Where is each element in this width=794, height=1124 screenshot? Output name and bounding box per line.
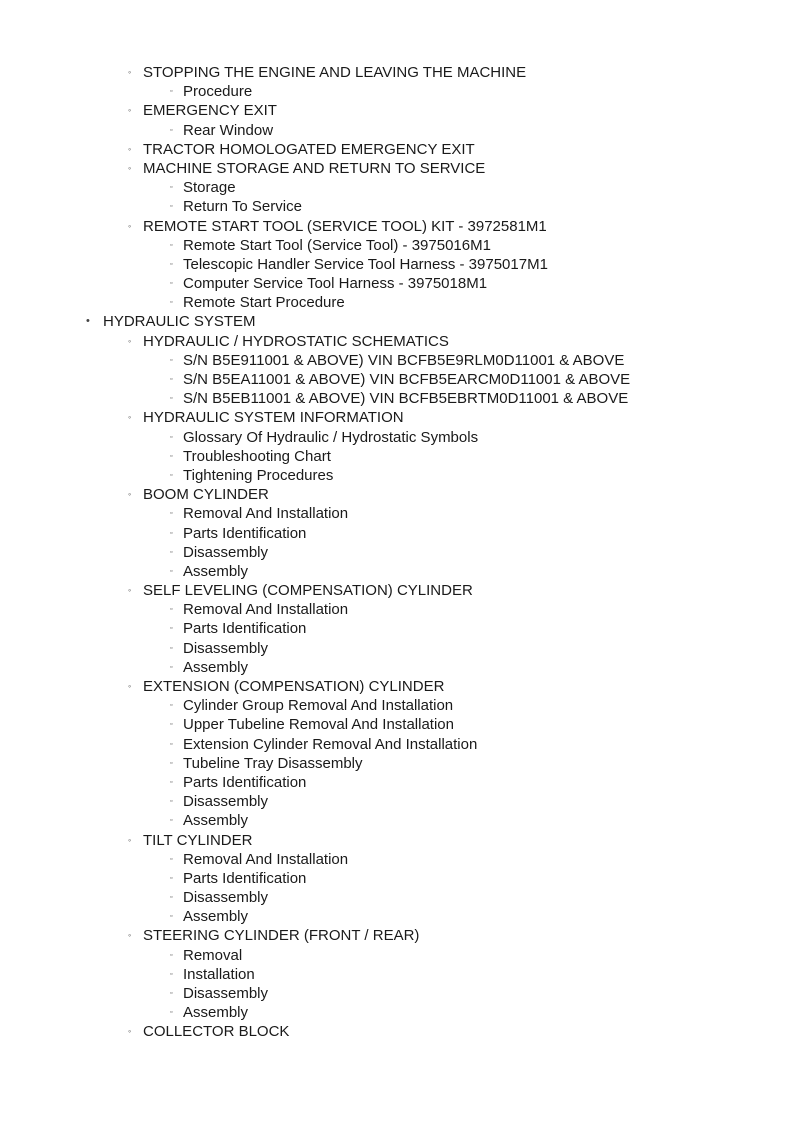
square-bullet-icon: ▫: [170, 721, 173, 729]
outline-item-label: S/N B5E911001 & ABOVE) VIN BCFB5E9RLM0D11001 & ABOVE: [183, 351, 625, 369]
circle-bullet-icon: ◦: [128, 162, 132, 173]
outline-item-label: Parts Identification: [183, 620, 307, 638]
outline-item-level-3: [0, 1003, 794, 1022]
outline-item-label: HYDRAULIC SYSTEM INFORMATION: [143, 409, 404, 427]
outline-item-level-3: [0, 639, 794, 658]
square-bullet-icon: ▫: [170, 433, 173, 441]
square-bullet-icon: ▫: [170, 798, 173, 806]
outline-item-label: COLLECTOR BLOCK: [143, 1023, 290, 1041]
outline-item-level-3: [0, 389, 794, 408]
outline-item-label: Return To Service: [183, 198, 302, 216]
outline-item-level-3: [0, 715, 794, 734]
square-bullet-icon: ▫: [170, 452, 173, 460]
circle-bullet-icon: ◦: [128, 220, 132, 231]
outline-item-label: Disassembly: [183, 639, 269, 657]
square-bullet-icon: ▫: [170, 951, 173, 959]
square-bullet-icon: ▫: [170, 913, 173, 921]
square-bullet-icon: ▫: [170, 529, 173, 537]
square-bullet-icon: ▫: [170, 625, 173, 633]
outline-item-level-3: [0, 811, 794, 830]
outline-item-label: Removal And Installation: [183, 850, 349, 868]
outline-item-label: S/N B5EB11001 & ABOVE) VIN BCFB5EBRTM0D11001 & ABOVE: [183, 390, 629, 408]
outline-item-level-2: [0, 408, 794, 427]
outline-item-level-1: [0, 312, 794, 331]
outline-item-label: BOOM CYLINDER: [143, 486, 269, 504]
outline-item-level-3: [0, 600, 794, 619]
square-bullet-icon: ▫: [170, 356, 173, 364]
outline-item-label: Assembly: [183, 562, 249, 580]
outline-item-level-3: [0, 543, 794, 562]
square-bullet-icon: ▫: [170, 990, 173, 997]
disc-bullet-icon: •: [86, 315, 90, 328]
outline-item-level-3: [0, 293, 794, 312]
outline-item-label: Removal And Installation: [183, 505, 349, 523]
outline-item-label: Disassembly: [183, 543, 269, 561]
outline-item-label: Disassembly: [183, 889, 269, 907]
outline-item-label: Disassembly: [183, 793, 269, 811]
circle-bullet-icon: ◦: [128, 412, 132, 423]
outline-item-level-3: [0, 370, 794, 389]
outline-item-label: Assembly: [183, 812, 249, 830]
square-bullet-icon: ▫: [170, 126, 173, 134]
outline-item-level-2: [0, 581, 794, 600]
circle-bullet-icon: ◦: [128, 489, 132, 500]
outline-item-label: REMOTE START TOOL (SERVICE TOOL) KIT - 3972581M1: [143, 217, 547, 235]
outline-item-label: Tubeline Tray Disassembly: [183, 754, 363, 772]
outline-item-level-2: [0, 926, 794, 945]
square-bullet-icon: ▫: [170, 606, 173, 614]
outline-item-level-3: [0, 696, 794, 715]
outline-item-level-3: [0, 351, 794, 370]
outline-item-level-3: [0, 447, 794, 466]
outline-item-level-3: [0, 255, 794, 274]
outline-item-label: Upper Tubeline Removal And Installation: [183, 716, 454, 734]
outline-item-level-3: [0, 178, 794, 197]
square-bullet-icon: ▫: [170, 874, 173, 882]
document-page: [0, 63, 794, 1042]
outline-item-level-3: [0, 466, 794, 485]
outline-item-level-3: [0, 735, 794, 754]
outline-item-label: Computer Service Tool Harness - 3975018M1: [183, 275, 488, 293]
square-bullet-icon: ▫: [170, 184, 173, 192]
outline-item-label: Assembly: [183, 1004, 249, 1022]
outline-item-level-3: [0, 274, 794, 293]
square-bullet-icon: ▫: [170, 203, 173, 211]
table-of-contents: [0, 63, 794, 1042]
outline-item-label: SELF LEVELING (COMPENSATION) CYLINDER: [143, 582, 473, 600]
outline-item-level-3: [0, 428, 794, 447]
square-bullet-icon: ▫: [170, 299, 173, 307]
outline-item-level-3: [0, 773, 794, 792]
square-bullet-icon: ▫: [170, 644, 173, 652]
outline-item-level-3: [0, 236, 794, 255]
square-bullet-icon: ▫: [170, 280, 173, 288]
square-bullet-icon: ▫: [170, 855, 173, 863]
outline-item-label: HYDRAULIC SYSTEM: [103, 313, 256, 331]
outline-item-label: STOPPING THE ENGINE AND LEAVING THE MACHINE: [143, 64, 527, 81]
square-bullet-icon: ▫: [170, 567, 173, 575]
outline-item-label: Tightening Procedures: [183, 466, 334, 484]
square-bullet-icon: ▫: [170, 817, 173, 825]
circle-bullet-icon: ◦: [128, 834, 132, 845]
outline-item-level-2: [0, 677, 794, 696]
square-bullet-icon: ▫: [170, 970, 173, 978]
outline-item-label: Extension Cylinder Removal And Installation: [183, 735, 478, 753]
outline-item-level-2: [0, 485, 794, 504]
outline-item-level-3: [0, 907, 794, 926]
square-bullet-icon: ▫: [170, 663, 173, 671]
outline-item-label: Telescopic Handler Service Tool Harness - 3975017M1: [183, 255, 548, 273]
outline-item-level-2: [0, 63, 794, 82]
outline-item-label: Procedure: [183, 83, 253, 101]
circle-bullet-icon: ◦: [128, 67, 132, 77]
outline-item-label: Remote Start Tool (Service Tool) - 3975016M1: [183, 236, 491, 254]
outline-item-label: S/N B5EA11001 & ABOVE) VIN BCFB5EARCM0D11001 & ABOVE: [183, 371, 631, 388]
square-bullet-icon: ▫: [170, 395, 173, 403]
circle-bullet-icon: ◦: [128, 681, 132, 691]
outline-item-label: HYDRAULIC / HYDROSTATIC SCHEMATICS: [143, 332, 449, 350]
outline-item-level-3: [0, 562, 794, 581]
square-bullet-icon: ▫: [170, 241, 173, 249]
square-bullet-icon: ▫: [170, 471, 173, 479]
outline-item-level-3: [0, 524, 794, 543]
outline-item-level-3: [0, 888, 794, 907]
outline-item-level-2: [0, 1022, 794, 1041]
outline-item-level-3: [0, 869, 794, 888]
square-bullet-icon: ▫: [170, 510, 173, 518]
outline-item-label: Parts Identification: [183, 524, 307, 542]
outline-item-level-3: [0, 197, 794, 216]
outline-item-label: Parts Identification: [183, 773, 307, 791]
square-bullet-icon: ▫: [170, 548, 173, 556]
circle-bullet-icon: ◦: [128, 585, 132, 596]
outline-item-level-3: [0, 82, 794, 101]
square-bullet-icon: ▫: [170, 376, 173, 383]
outline-item-label: Troubleshooting Chart: [183, 447, 331, 465]
outline-item-level-3: [0, 504, 794, 523]
outline-item-label: Cylinder Group Removal And Installation: [183, 697, 454, 715]
outline-item-level-3: [0, 850, 794, 869]
outline-item-level-2: [0, 140, 794, 159]
outline-item-label: Assembly: [183, 658, 249, 676]
outline-item-level-2: [0, 101, 794, 120]
square-bullet-icon: ▫: [170, 702, 173, 710]
outline-item-level-3: [0, 619, 794, 638]
square-bullet-icon: ▫: [170, 894, 173, 902]
outline-item-label: EMERGENCY EXIT: [143, 102, 277, 120]
outline-item-level-3: [0, 965, 794, 984]
outline-item-label: Disassembly: [183, 985, 269, 1002]
outline-item-label: Removal And Installation: [183, 601, 349, 619]
outline-item-label: Glossary Of Hydraulic / Hydrostatic Symbols: [183, 428, 479, 446]
circle-bullet-icon: ◦: [128, 105, 132, 116]
outline-item-label: STEERING CYLINDER (FRONT / REAR): [143, 927, 420, 945]
outline-item-level-3: [0, 946, 794, 965]
outline-item-level-2: [0, 159, 794, 178]
outline-item-label: MACHINE STORAGE AND RETURN TO SERVICE: [143, 159, 486, 177]
outline-item-label: EXTENSION (COMPENSATION) CYLINDER: [143, 678, 445, 695]
outline-item-level-3: [0, 121, 794, 140]
outline-item-label: TILT CYLINDER: [143, 831, 253, 849]
square-bullet-icon: ▫: [170, 260, 173, 268]
square-bullet-icon: ▫: [170, 778, 173, 786]
outline-item-label: Installation: [183, 965, 255, 983]
circle-bullet-icon: ◦: [128, 1026, 132, 1037]
square-bullet-icon: ▫: [170, 740, 173, 748]
circle-bullet-icon: ◦: [128, 143, 132, 154]
outline-item-level-3: [0, 658, 794, 677]
outline-item-level-2: [0, 217, 794, 236]
outline-item-level-3: [0, 984, 794, 1003]
outline-item-level-2: [0, 831, 794, 850]
outline-item-label: Remote Start Procedure: [183, 294, 345, 312]
outline-item-label: TRACTOR HOMOLOGATED EMERGENCY EXIT: [143, 140, 475, 158]
square-bullet-icon: ▫: [170, 1009, 173, 1017]
outline-item-level-3: [0, 754, 794, 773]
square-bullet-icon: ▫: [170, 759, 173, 767]
outline-item-label: Storage: [183, 179, 236, 197]
outline-item-level-2: [0, 332, 794, 351]
outline-item-label: Rear Window: [183, 121, 274, 139]
circle-bullet-icon: ◦: [128, 335, 132, 346]
outline-item-label: Removal: [183, 946, 243, 964]
outline-item-level-3: [0, 792, 794, 811]
square-bullet-icon: ▫: [170, 88, 173, 96]
outline-item-label: Assembly: [183, 908, 249, 926]
outline-item-label: Parts Identification: [183, 869, 307, 887]
circle-bullet-icon: ◦: [128, 930, 132, 941]
